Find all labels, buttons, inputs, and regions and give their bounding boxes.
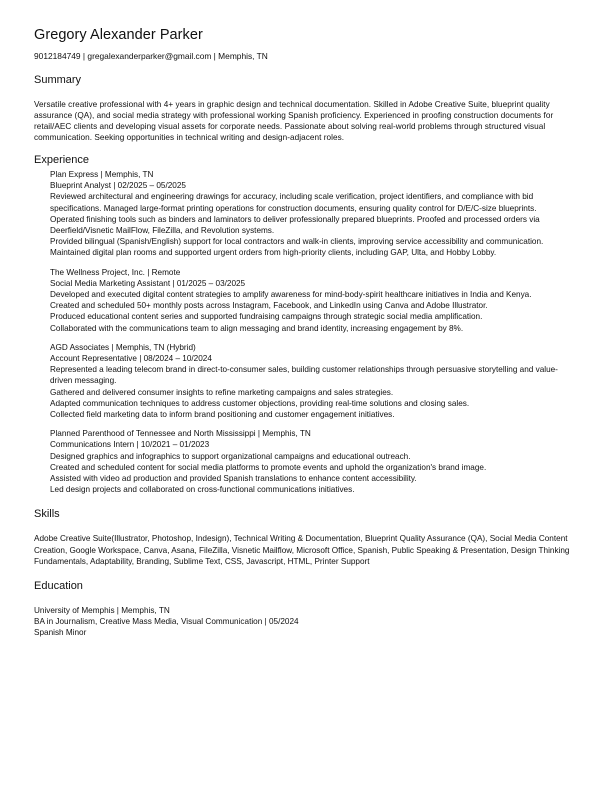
candidate-name: Gregory Alexander Parker [34,27,203,43]
job-company: Plan Express | Memphis, TN [50,170,154,179]
summary-heading: Summary [34,74,82,86]
job-bullet: Created and scheduled content for social media platforms to promote events and uphold the organization's brand image. [50,462,487,472]
skills-text: Adobe Creative Suite(Illustrator, Photoshop, Indesign), Technical Writing & Documentation, Blueprint Quality Assurance (QA), Social Media Content Creation, Google Workspace, Canva, Asana, FileZilla, Visnetic Mailflow, Microsoft Office, Spanish, Public Speaking & Presentation, Design Thinking Fundamentals, Adaptability, Branding, Sublime Text, CSS, Javascript, HTML, Printer Support [34,534,570,566]
skills-heading: Skills [34,508,60,521]
job-bullet: Led design projects and collaborated on cross-functional communications initiatives. [50,485,355,495]
job-role: Blueprint Analyst | 02/2025 – 05/2025 [50,181,186,191]
education-heading: Education [34,579,83,592]
education-school: University of Memphis | Memphis, TN [34,605,170,615]
job-bullets [50,451,574,496]
job-wellness-project [50,267,574,334]
job-company: The Wellness Project, Inc. | Remote [50,267,181,277]
job-company: AGD Associates | Memphis, TN (Hybrid) [50,342,196,352]
job-bullet: Gathered and delivered consumer insights to refine marketing campaigns and sales strategies. [50,387,394,397]
contact-line: 9012184749 | gregalexanderparker@gmail.com | Memphis, TN [34,51,268,61]
job-plan-express [50,169,574,259]
education-block [34,605,574,639]
experience-heading: Experience [34,154,90,166]
job-bullets [50,364,574,420]
job-bullet: Adapted communication techniques to address customer objections, providing real-time solutions and closing sales. [50,398,470,408]
job-bullet: Provided bilingual (Spanish/English) support for local contractors and walk-in clients, improving service accessibility and communication. Maintained digital plan rooms and supported urgent orders from high-priority clients, including GAP, Ulta, and Hobby Lobby. [50,237,544,258]
job-bullet: Represented a leading telecom brand in direct-to-consumer sales, building customer relationships through persuasive storytelling and value-driven messaging. [50,365,558,386]
job-bullet: Created and scheduled 50+ monthly posts across Instagram, Facebook, and LinkedIn using Canva and Adobe Illustrator. [50,301,488,311]
job-bullet: Produced educational content series and supported fundraising campaigns through strategic social media amplification. [50,312,483,322]
job-bullet: Reviewed architectural and engineering drawings for accuracy, including scale verification, project identifiers, and compliance with bid specifications. Managed large-format printing operations for construction documents, ensuring quality control for D/E/C-size blueprints. [50,192,537,213]
job-agd-associates [50,342,574,420]
job-bullet: Collaborated with the communications team to align messaging and brand identity, increasing engagement by 8%. [50,323,464,333]
job-bullet: Developed and executed digital content strategies to amplify awareness for mind-body-spirit healthcare initiatives in India and Kenya. [50,290,532,300]
summary-text: Versatile creative professional with 4+ years in graphic design and technical documentation. Skilled in Adobe Creative Suite, blueprint quality assurance (QA), and social media strategy with professional working Spanish proficiency. Experienced in proofing construction documents for retail/AEC clients and developing visual assets for corporate needs. Passionate about solving real-world problems through structured visual communication. Seeking opportunities in technical writing and design-adjacent roles. [34,100,554,142]
job-role: Communications Intern | 10/2021 – 01/2023 [50,440,210,450]
job-bullet: Assisted with video ad production and provided Spanish translations to enhance content accessibility. [50,474,417,484]
education-degree: BA in Journalism, Creative Mass Media, Visual Communication | 05/2024 [34,616,299,626]
job-bullet: Designed graphics and infographics to support organizational campaigns and educational outreach. [50,451,411,461]
job-role: Social Media Marketing Assistant | 01/2025 – 03/2025 [50,278,246,288]
job-bullets [50,191,574,258]
job-company: Planned Parenthood of Tennessee and North Mississippi | Memphis, TN [50,429,311,439]
education-minor: Spanish Minor [34,628,87,638]
job-bullet: Operated finishing tools such as binders and laminators to deliver professionally prepared blueprints. Proofed and processed orders via Deerfield/Visnetic MailFlow, FileZilla, and Revolution systems. [50,214,540,236]
job-role: Account Representative | 08/2024 – 10/2024 [50,354,212,364]
job-planned-parenthood [50,428,574,495]
job-bullets [50,289,574,334]
job-bullet: Collected field marketing data to inform brand positioning and customer engagement initiatives. [50,410,395,420]
